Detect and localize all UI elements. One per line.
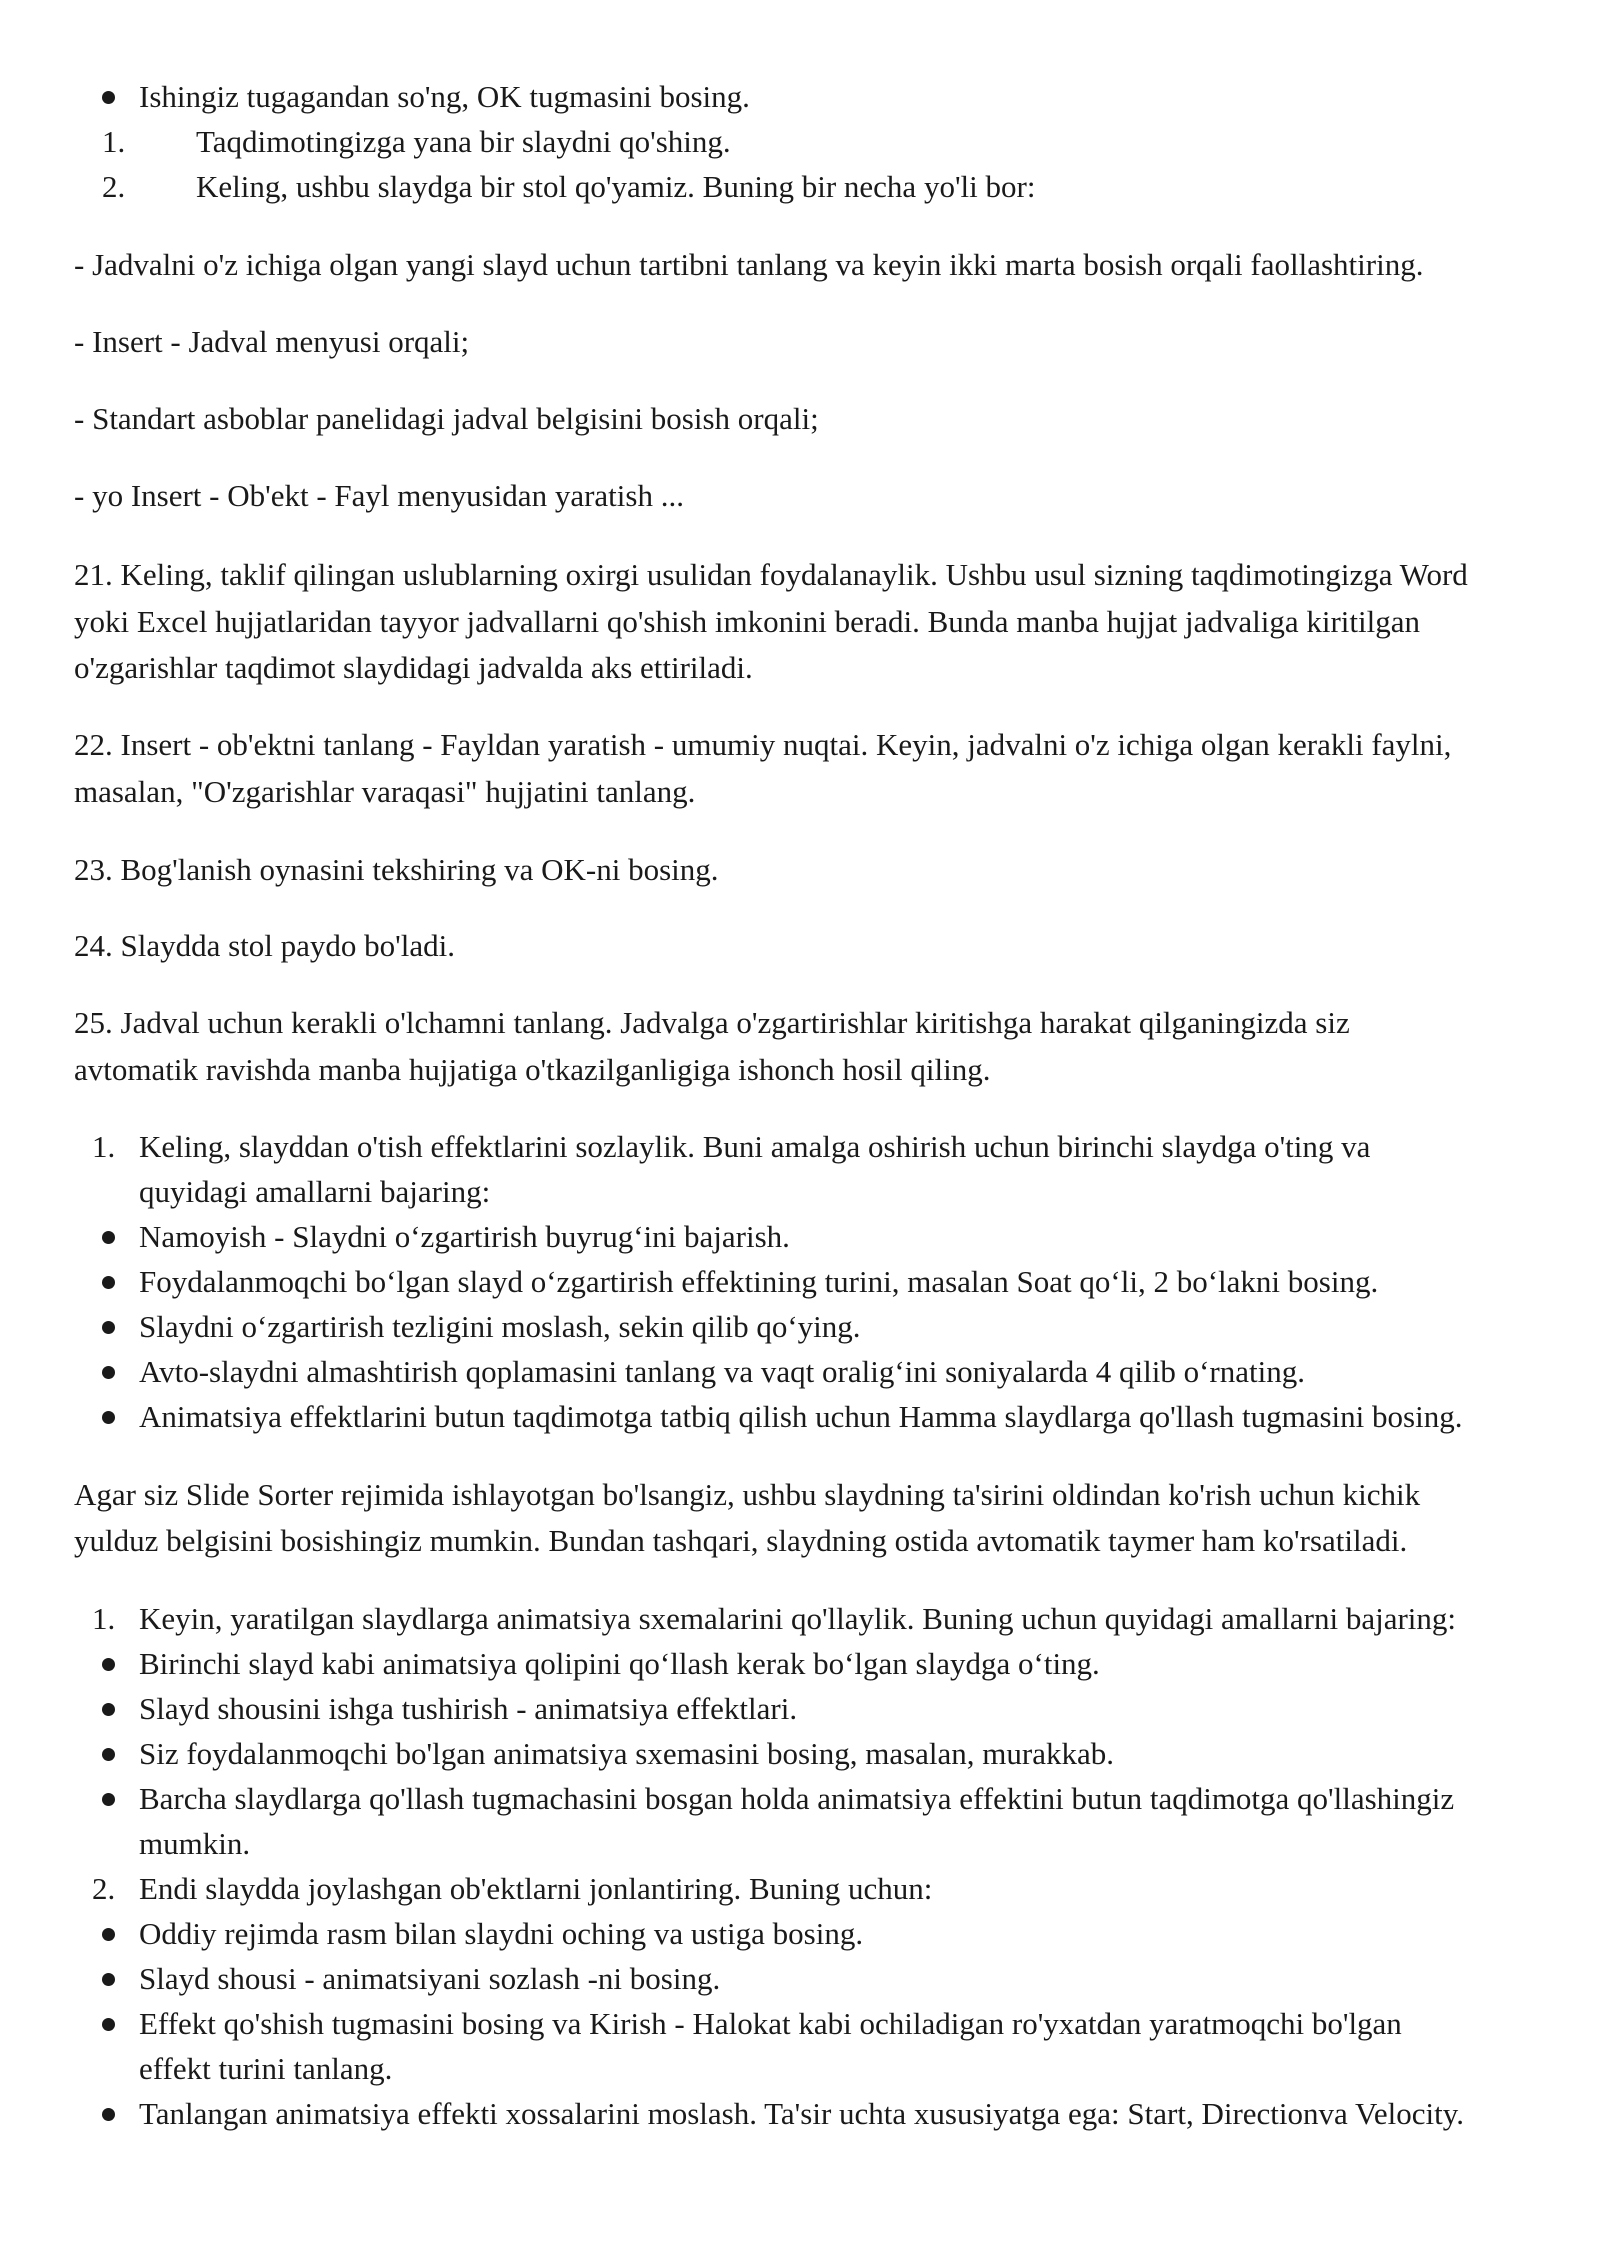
paragraph-line: masalan, "O'zgarishlar varaqasi" hujjatini tanlang. bbox=[74, 774, 696, 809]
list-item: Slayd shousini ishga tushirish - animatsiya effektlari. bbox=[139, 1691, 798, 1726]
paragraph-line: 24. Slaydda stol paydo bo'ladi. bbox=[74, 928, 455, 963]
list-item: Effekt qo'shish tugmasini bosing va Kirish - Halokat kabi ochiladigan ro'yxatdan yaratmoqchi bo'lgan bbox=[139, 2006, 1402, 2041]
bullet-icon bbox=[102, 91, 115, 104]
bullet-icon bbox=[102, 1703, 115, 1716]
bullet-icon bbox=[102, 1276, 115, 1289]
bullet-icon bbox=[102, 1658, 115, 1671]
paragraph-line: o'zgarishlar taqdimot slaydidagi jadvalda aks ettiriladi. bbox=[74, 650, 753, 685]
list-number: 2. bbox=[102, 169, 126, 204]
list-number: 2. bbox=[92, 1871, 116, 1906]
list-item: Taqdimotingizga yana bir slaydni qo'shing. bbox=[196, 124, 731, 159]
list-item: quyidagi amallarni bajaring: bbox=[139, 1174, 491, 1209]
list-item: Namoyish - Slaydni o‘zgartirish buyrug‘ini bajarish. bbox=[139, 1219, 790, 1254]
list-item: Tanlangan animatsiya effekti xossalarini moslash. Ta'sir uchta xususiyatga ega: Start, Directionva Velocity. bbox=[139, 2096, 1465, 2131]
bullet-icon bbox=[102, 1748, 115, 1761]
list-item: Slaydni o‘zgartirish tezligini moslash, sekin qilib qo‘ying. bbox=[139, 1309, 861, 1344]
paragraph-line: - yo Insert - Ob'ekt - Fayl menyusidan yaratish ... bbox=[74, 478, 684, 513]
list-item: Avto-slaydni almashtirish qoplamasini tanlang va vaqt oralig‘ini soniyalarda 4 qilib o‘rnating. bbox=[139, 1354, 1305, 1389]
list-number: 1. bbox=[92, 1129, 116, 1164]
bullet-icon bbox=[102, 1411, 115, 1424]
paragraph-line: 23. Bog'lanish oynasini tekshiring va OK-ni bosing. bbox=[74, 852, 719, 887]
paragraph-line: yoki Excel hujjatlaridan tayyor jadvallarni qo'shish imkonini beradi. Bunda manba hujjat jadvaliga kiritilgan bbox=[74, 604, 1421, 639]
list-item: Barcha slaydlarga qo'llash tugmachasini bosgan holda animatsiya effektini butun taqdimotga qo'llashingiz bbox=[139, 1781, 1455, 1816]
paragraph-line: 25. Jadval uchun kerakli o'lchamni tanlang. Jadvalga o'zgartirishlar kiritishga harakat qilganingizda siz bbox=[74, 1005, 1350, 1040]
bullet-icon bbox=[102, 1231, 115, 1244]
paragraph-line: - Jadvalni o'z ichiga olgan yangi slayd uchun tartibni tanlang va keyin ikki marta bosish orqali faollashtiring. bbox=[74, 247, 1424, 282]
bullet-icon bbox=[102, 2108, 115, 2121]
list-number: 1. bbox=[92, 1601, 116, 1636]
bullet-icon bbox=[102, 1366, 115, 1379]
bullet-icon bbox=[102, 2018, 115, 2031]
paragraph-line: yulduz belgisini bosishingiz mumkin. Bundan tashqari, slaydning ostida avtomatik taymer ham ko'rsatiladi. bbox=[74, 1523, 1408, 1558]
list-item: Animatsiya effektlarini butun taqdimotga tatbiq qilish uchun Hamma slaydlarga qo'llash tugmasini bosing. bbox=[139, 1399, 1463, 1434]
bullet-icon bbox=[102, 1928, 115, 1941]
list-item: Keling, ushbu slaydga bir stol qo'yamiz. Buning bir necha yo'li bor: bbox=[196, 169, 1036, 204]
paragraph-line: Agar siz Slide Sorter rejimida ishlayotgan bo'lsangiz, ushbu slaydning ta'sirini oldindan ko'rish uchun kichik bbox=[74, 1477, 1421, 1512]
list-item: Oddiy rejimda rasm bilan slaydni oching va ustiga bosing. bbox=[139, 1916, 864, 1951]
list-number: 1. bbox=[102, 124, 126, 159]
list-item: Siz foydalanmoqchi bo'lgan animatsiya sxemasini bosing, masalan, murakkab. bbox=[139, 1736, 1114, 1771]
paragraph-line: 22. Insert - ob'ektni tanlang - Fayldan yaratish - umumiy nuqtai. Keyin, jadvalni o'z ichiga olgan kerakli faylni, bbox=[74, 727, 1452, 762]
paragraph-line: - Standart asboblar panelidagi jadval belgisini bosish orqali; bbox=[74, 401, 819, 436]
bullet-icon bbox=[102, 1321, 115, 1334]
bullet-icon bbox=[102, 1973, 115, 1986]
list-item: effekt turini tanlang. bbox=[139, 2051, 393, 2086]
list-item: Endi slaydda joylashgan ob'ektlarni jonlantiring. Buning uchun: bbox=[139, 1871, 933, 1906]
paragraph-line: - Insert - Jadval menyusi orqali; bbox=[74, 324, 470, 359]
paragraph-line: 21. Keling, taklif qilingan uslublarning oxirgi usulidan foydalanaylik. Ushbu usul sizning taqdimotingizga Word bbox=[74, 557, 1468, 592]
list-item: Birinchi slayd kabi animatsiya qolipini qo‘llash kerak bo‘lgan slaydga o‘ting. bbox=[139, 1646, 1100, 1681]
list-item: Slayd shousi - animatsiyani sozlash -ni bosing. bbox=[139, 1961, 721, 1996]
paragraph-line: avtomatik ravishda manba hujjatiga o'tkazilganligiga ishonch hosil qiling. bbox=[74, 1052, 991, 1087]
list-item: Keling, slayddan o'tish effektlarini sozlaylik. Buni amalga oshirish uchun birinchi slaydga o'ting va bbox=[139, 1129, 1371, 1164]
list-item: Keyin, yaratilgan slaydlarga animatsiya sxemalarini qo'llaylik. Buning uchun quyidagi amallarni bajaring: bbox=[139, 1601, 1457, 1636]
list-item: mumkin. bbox=[139, 1826, 251, 1861]
bullet-icon bbox=[102, 1793, 115, 1806]
list-item: Ishingiz tugagandan so'ng, OK tugmasini bosing. bbox=[139, 79, 750, 114]
list-item: Foydalanmoqchi bo‘lgan slayd o‘zgartirish effektining turini, masalan Soat qo‘li, 2 bo‘lakni bosing. bbox=[139, 1264, 1379, 1299]
